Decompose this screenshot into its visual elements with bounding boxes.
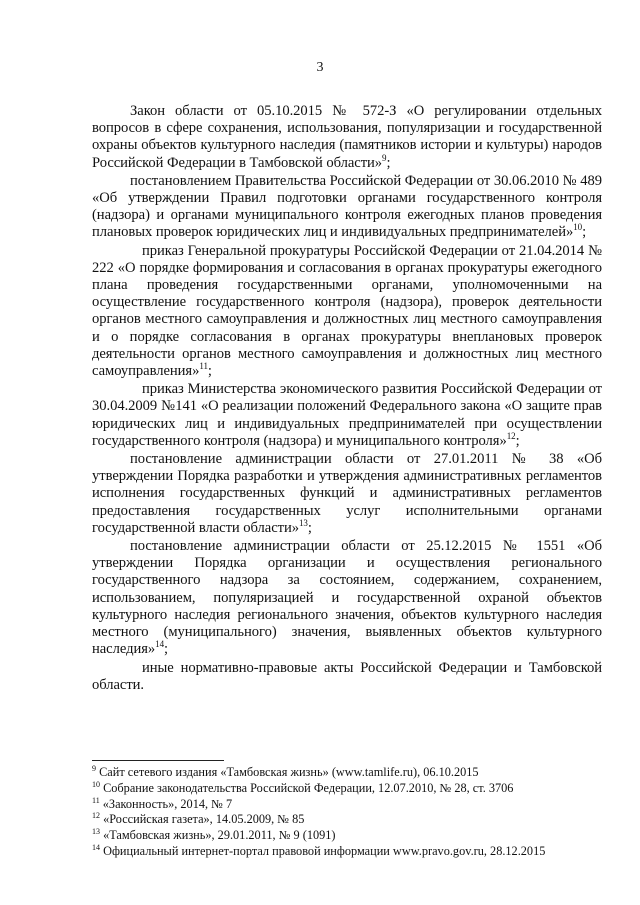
paragraph-resolution-38 — [92, 451, 602, 537]
footnote-ref: 9 — [382, 152, 387, 163]
footnote-item — [92, 844, 612, 860]
paragraph-text: приказ Министерства экономического развития Российской Федерации от 30.04.2009 №141 «О реализации положений Федерального закона «О защите прав юридических лиц и индивидуальных предпринимателей при осуществлении государственного контроля (надзора) и муниципального контроля» — [92, 381, 602, 449]
footnote-ref: 13 — [298, 518, 308, 529]
paragraph-decree-489 — [92, 173, 602, 242]
paragraph-text: постановление администрации области от 25.12.2015 № 1551 «Об утверждении Порядка организации и осуществления регионального государственного надзора за состоянием, содержанием, сохранением, использованием, популяризацией и государственной охраной объектов культурного наследия регионального значения, объектов культурного наследия местного (муниципального) значения, выявленных объектов культурного наследия» — [92, 538, 602, 658]
footnote-ref: 11 — [199, 361, 208, 372]
body-text — [92, 103, 602, 695]
paragraph-text: иные нормативно-правовые акты Российской Федерации и Тамбовской области. — [92, 659, 602, 693]
paragraph-resolution-1551 — [92, 538, 602, 658]
footnote-text: «Российская газета», 14.05.2009, № 85 — [103, 812, 305, 827]
page-number: 3 — [316, 60, 324, 75]
paragraph-text: постановлением Правительства Российской Федерации от 30.06.2010 № 489 «Об утверждении Правил подготовки органами государственного контроля (надзора) и органами муниципального контроля ежегодных планов проведения плановых проверок юридических лиц и индивидуальных предпринимателей» — [92, 172, 602, 241]
footnote-number: 14 — [92, 842, 100, 852]
paragraph-text: постановление администрации области от 27.01.2011 № 38 «Об утверждении Порядка разработки и утверждения административных регламентов исполнения государственных функций и административных регламентов предоставления государственных услуг исполнительными органами государственной власти области» — [92, 451, 602, 536]
footnote-text: Сайт сетевого издания «Тамбовская жизнь» (www.tamlife.ru), 06.10.2015 — [99, 765, 479, 779]
paragraph-tail: ; — [515, 432, 520, 449]
paragraph-tail: ; — [164, 641, 169, 658]
paragraph-tail: ; — [307, 519, 312, 536]
footnote-ref: 14 — [155, 639, 165, 650]
footnotes — [92, 765, 612, 860]
footnote-number: 12 — [92, 811, 100, 821]
footnote-item — [92, 765, 612, 781]
footnote-item — [92, 828, 612, 844]
paragraph-tail: ; — [386, 154, 391, 171]
paragraph-other-acts — [92, 660, 602, 694]
paragraph-law-572 — [92, 103, 602, 172]
footnote-separator — [92, 760, 224, 761]
footnote-number: 13 — [92, 827, 100, 837]
footnote-number: 11 — [92, 795, 100, 805]
paragraph-text: Закон области от 05.10.2015 № 572-З «О регулировании отдельных вопросов в сфере сохранения, использования, популяризации и государственной охраны объектов культурного наследия (памятников истории и культуры) народов Российской Федерации в Тамбовской области» — [92, 103, 602, 171]
paragraph-order-222 — [92, 243, 602, 381]
paragraph-text: приказ Генеральной прокуратуры Российской Федерации от 21.04.2014 № 222 «О порядке формирования и согласования в органах прокуратуры ежегодного плана проведения государственными органами, уполномоченными на осуществление государственного контроля (надзора), проверок деятельности органов местного самоуправления и должностных лиц местного самоуправления и о порядке согласования в органах прокуратуры внеплановых проверок деятельности органов местного самоуправления и должностных лиц местного самоуправления» — [92, 242, 602, 380]
footnote-text: Официальный интернет-портал правовой информации www.pravo.gov.ru, 28.12.2015 — [103, 843, 546, 858]
footnote-ref: 10 — [573, 222, 583, 233]
paragraph-tail: ; — [207, 363, 212, 380]
footnote-text: «Тамбовская жизнь», 29.01.2011, № 9 (1091) — [103, 828, 336, 843]
footnote-item — [92, 781, 612, 797]
footnote-item — [92, 797, 612, 813]
paragraph-tail: ; — [582, 224, 587, 241]
footnote-text: Собрание законодательства Российской Федерации, 12.07.2010, № 28, ст. 3706 — [103, 780, 514, 795]
footnote-ref: 12 — [506, 431, 516, 441]
footnote-number: 9 — [92, 763, 96, 773]
paragraph-order-141 — [92, 381, 602, 450]
footnote-text: «Законность», 2014, № 7 — [102, 796, 233, 811]
footnote-number: 10 — [92, 779, 100, 789]
footnote-item — [92, 812, 612, 828]
